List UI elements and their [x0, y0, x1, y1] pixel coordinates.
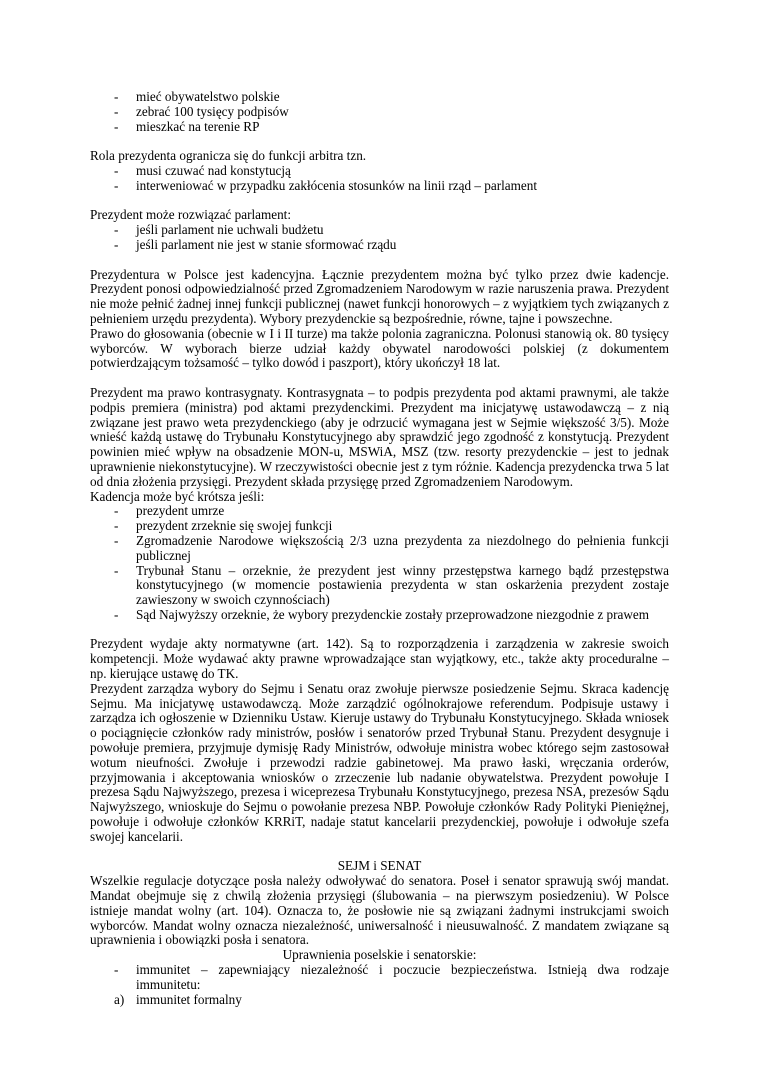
list-item: - zebrać 100 tysięcy podpisów	[114, 103, 289, 119]
section-heading-sejm: SEJM i SENAT	[337, 858, 422, 874]
arbiter-list	[90, 164, 669, 194]
list-item: a) immunitet formalny	[114, 991, 242, 1007]
shorter-term-list	[90, 504, 669, 622]
list-item: - mieć obywatelstwo polskie	[114, 89, 280, 104]
list-item: - interweniować w przypadku zakłócenia stosunków na linii rząd – parlament	[114, 177, 537, 193]
list-item: - Zgromadzenie Narodowe większością 2/3 uzna prezydenta za niezdolnego do pełnienia funkcji publicznej	[114, 532, 669, 563]
privileges-heading: Uprawnienia poselskie i senatorskie:	[282, 947, 477, 963]
list-item: - prezydent umrze	[114, 503, 225, 519]
dissolve-list	[90, 223, 669, 253]
requirements-list	[90, 90, 669, 134]
vote-paragraph: Prawo do głosowania (obecnie w I i II turze) ma także polonia zagraniczna. Polonusi stanowią ok. 80 tysięcy wyborców. W wyborach bierze udział każdy obywatel narodowości polskiej (z dokumentem potwierdzającym tożsamość – tylko dowód i paszport), który ukończył 18 lat.	[90, 325, 669, 371]
mandate-paragraph: Wszelkie regulacje dotyczące posła należy odwoływać do senatora. Poseł i senator sprawują swój mandat. Mandat obejmuje się z chwilą złożenia przysięgi (ślubowania – na pierwszym posiedzeniu). W Polsce istnieje mandat wolny (art. 104). Oznacza to, że posłowie nie są związani żadnymi instrukcjami swoich wyborców. Mandat wolny oznacza niezależność, uniwersalność i nieusuwalność. Z mandatem związane są uprawnienia i obowiązki posła i senatora.	[90, 873, 669, 948]
shorter-term-lead: Kadencja może być krótsza jeśli:	[90, 488, 265, 504]
list-item: - musi czuwać nad konstytucją	[114, 162, 291, 178]
list-item: - Sąd Najwyższy orzeknie, że wybory prezydenckie zostały przeprowadzone niezgodnie z prawem	[114, 606, 649, 622]
list-item: - Trybunał Stanu – orzeknie, że prezydent jest winny przestępstwa karnego bądź przestępstwa konstytucyjnego (w momencie postawienia prezydenta w stan oskarżenia prezydent zostaje zawieszony w swoich czynnościach)	[114, 562, 669, 608]
list-item: - prezydent zrzeknie się swojej funkcji	[114, 518, 333, 534]
privileges-list	[90, 963, 669, 1007]
countersign-paragraph: Prezydent ma prawo kontrasygnaty. Kontrasygnata – to podpis prezydenta pod aktami prawnymi, ale także podpis premiera (ministra) pod aktami prezydenckimi. Prezydent ma inicjatywę ustawodawczą – z nią związane jest prawo weta prezydenckiego (aby je odrzucić wymagana jest w Sejmie większość 3/5). Może wnieść każdą ustawę do Trybunału Konstytucyjnego aby sprawdzić jego zgodność z konstytucją. Prezydent powinien mieć wpływ na obsadzenie MON-u, MSWiA, MSZ (tzw. resorty prezydenckie – jest to jednak uprawnienie niekonstytucyjne). W rzeczywistości obecnie jest z tym różnie. Kadencja prezydencka trwa 5 lat od dnia złożenia przysięgi. Prezydent składa przysięgę przed Zgromadzeniem Narodowym.	[90, 384, 669, 489]
list-item: - immunitet – zapewniający niezależność i poczucie bezpieczeństwa. Istnieją dwa rodzaje immunitetu:	[114, 962, 669, 992]
dissolve-lead: Prezydent może rozwiązać parlament:	[90, 207, 292, 223]
powers-paragraph: Prezydent zarządza wybory do Sejmu i Senatu oraz zwołuje pierwsze posiedzenie Sejmu. Skraca kadencję Sejmu. Ma inicjatywę ustawodawczą. Może zarządzić ogólnokrajowe referendum. Podpisuje ustawy i zarządza ich ogłoszenie w Dzienniku Ustaw. Kieruje ustawy do Trybunału Konstytucyjnego. Składa wniosek o pociągnięcie członków rady ministrów, posłów i senatorów przed Trybunał Stanu. Prezydent desygnuje i powołuje premiera, przyjmuje dymisję Rady Ministrów, odwołuje ministra wobec którego sejm zastosował wotum nieufności. Zwołuje i przewodzi radzie gabinetowej. Ma prawo łaski, wręczania orderów, przyjmowania i akceptowania wniosków o zrzeczenie lub nadanie obywatelstwa. Prezydent powołuje I prezesa Sądu Najwyższego, prezesa i wiceprezesa Trybunału Konstytucyjnego, prezesa NSA, prezesów Sądu Najwyższego, wnioskuje do Sejmu o powołanie prezesa NBP. Powołuje członków Rady Polityki Pieniężnej, powołuje i odwołuje członków KRRiT, nadaje statut kancelarii prezydenckiej, powołuje i odwołuje szefa swojej kancelarii.	[90, 680, 669, 844]
arbiter-lead: Rola prezydenta ogranicza się do funkcji arbitra tzn.	[90, 148, 367, 164]
term-paragraph: Prezydentura w Polsce jest kadencyjna. Łącznie prezydentem można być tylko przez dwie kadencje. Prezydent ponosi odpowiedzialność przed Zgromadzeniem Narodowym w razie naruszenia prawa. Prezydent nie może pełnić żadnej innej funkcji publicznej (nawet funkcji honorowych – z wyjątkiem tych związanych z pełnieniem urzędu prezydenta). Wybory prezydenckie są bezpośrednie, równe, tajne i powszechne.	[90, 266, 669, 326]
list-item: - jeśli parlament nie jest w stanie sformować rządu	[114, 236, 397, 252]
acts-paragraph: Prezydent wydaje akty normatywne (art. 142). Są to rozporządzenia i zarządzenia w zakresie swoich kompetencji. Może wydawać akty prawne wprowadzające stan wyjątkowy, etc., także akty proceduralne – np. kierujące ustawę do TK.	[90, 636, 669, 682]
list-item: - mieszkać na terenie RP	[114, 118, 260, 134]
document-body	[90, 90, 669, 1007]
list-item: - jeśli parlament nie uchwali budżetu	[114, 222, 324, 238]
